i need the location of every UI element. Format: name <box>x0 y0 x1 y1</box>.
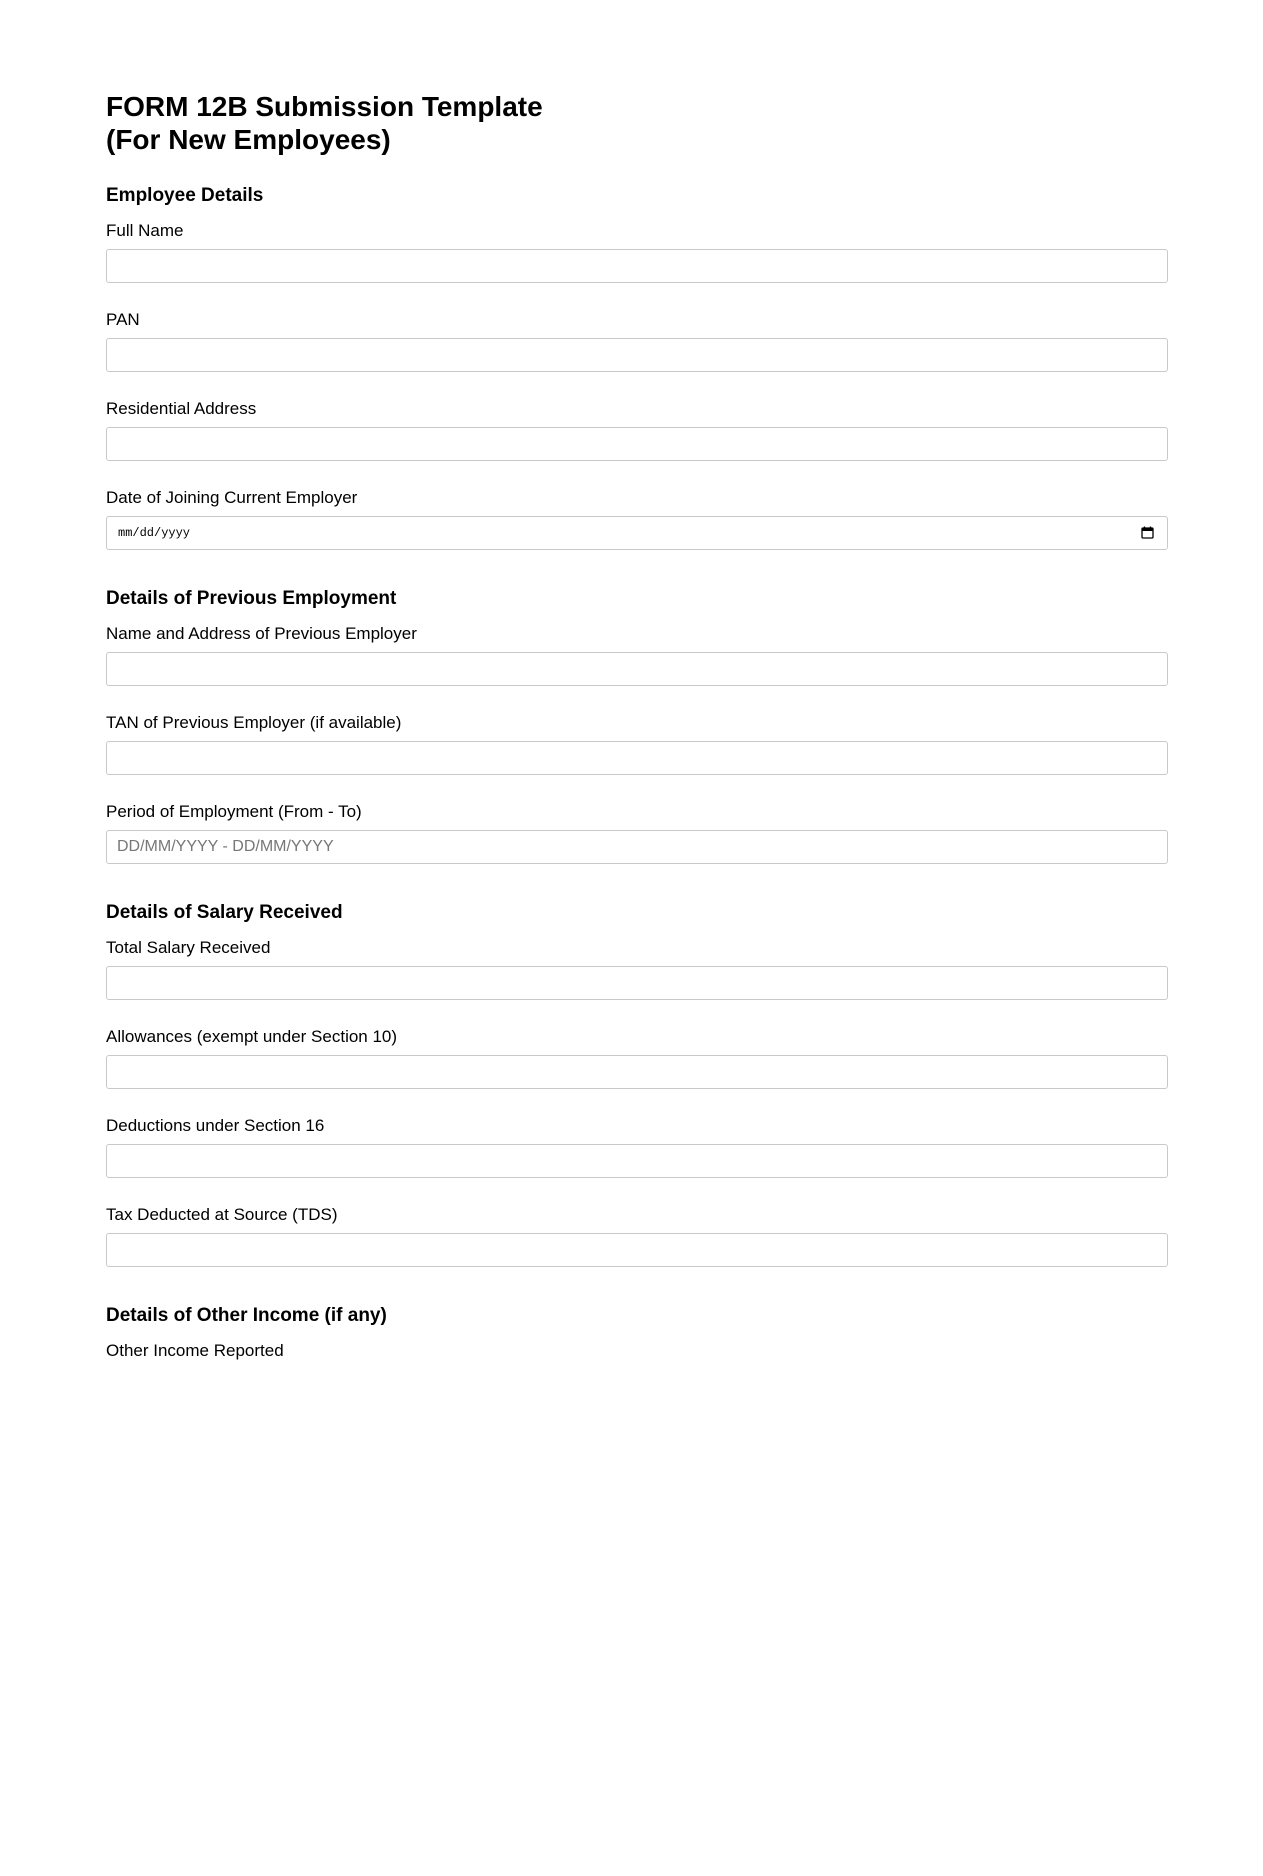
field-other-income <box>106 1341 1168 1361</box>
section-heading-salary-received: Details of Salary Received <box>106 902 343 923</box>
pan-label: PAN <box>106 310 140 329</box>
deductions-label: Deductions under Section 16 <box>106 1116 325 1135</box>
residential-address-input[interactable] <box>106 427 1168 461</box>
previous-employer-input[interactable] <box>106 652 1168 686</box>
date-of-joining-label: Date of Joining Current Employer <box>106 488 358 507</box>
field-deductions <box>106 1116 1168 1178</box>
total-salary-input[interactable] <box>106 966 1168 1000</box>
page-title <box>106 90 1168 156</box>
section-heading-previous-employment: Details of Previous Employment <box>106 588 397 609</box>
deductions-input[interactable] <box>106 1144 1168 1178</box>
section-heading-employee-details: Employee Details <box>106 185 264 206</box>
field-tds <box>106 1205 1168 1267</box>
tds-input[interactable] <box>106 1233 1168 1267</box>
field-previous-employer <box>106 624 1168 686</box>
form-12b <box>106 90 1168 1361</box>
residential-address-label: Residential Address <box>106 399 257 418</box>
field-employment-period <box>106 802 1168 864</box>
full-name-label: Full Name <box>106 221 184 240</box>
allowances-label: Allowances (exempt under Section 10) <box>106 1027 398 1046</box>
page-title-line-1: FORM 12B Submission Template <box>106 91 543 122</box>
field-allowances <box>106 1027 1168 1089</box>
date-of-joining-input[interactable] <box>106 516 1168 550</box>
previous-employer-tan-label: TAN of Previous Employer (if available) <box>106 713 402 732</box>
field-residential-address <box>106 399 1168 461</box>
other-income-label: Other Income Reported <box>106 1341 284 1360</box>
previous-employer-label: Name and Address of Previous Employer <box>106 624 417 643</box>
field-pan <box>106 310 1168 372</box>
allowances-input[interactable] <box>106 1055 1168 1089</box>
date-of-joining-format[interactable]: mm/dd/yyyy <box>118 526 191 540</box>
page-title-line-2: (For New Employees) <box>106 124 391 155</box>
pan-input[interactable] <box>106 338 1168 372</box>
field-date-of-joining <box>106 488 1168 550</box>
total-salary-label: Total Salary Received <box>106 938 271 957</box>
section-heading-other-income: Details of Other Income (if any) <box>106 1305 387 1326</box>
calendar-icon[interactable] <box>1141 526 1154 539</box>
employment-period-label: Period of Employment (From - To) <box>106 802 362 821</box>
full-name-input[interactable] <box>106 249 1168 283</box>
tds-label: Tax Deducted at Source (TDS) <box>106 1205 338 1224</box>
employment-period-input[interactable] <box>106 830 1168 864</box>
field-full-name <box>106 221 1168 283</box>
field-previous-employer-tan <box>106 713 1168 775</box>
previous-employer-tan-input[interactable] <box>106 741 1168 775</box>
field-total-salary <box>106 938 1168 1000</box>
